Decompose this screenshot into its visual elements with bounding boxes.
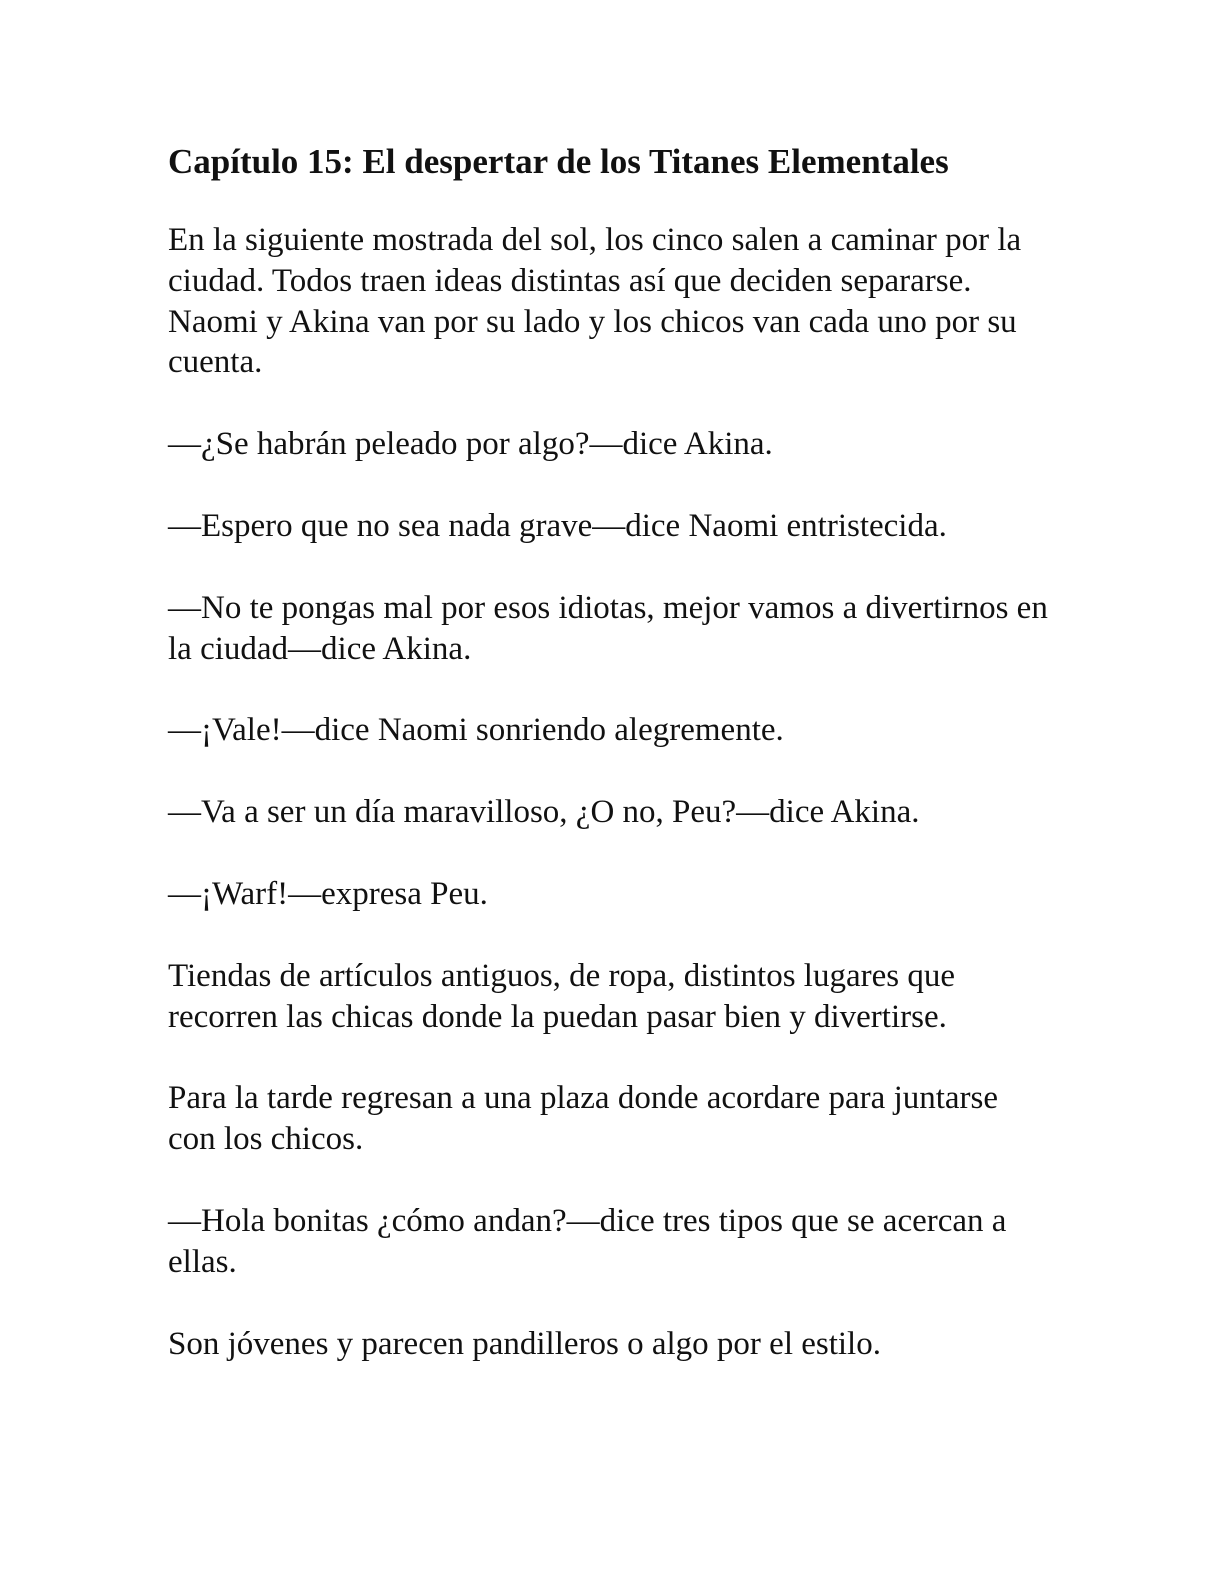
dialogue-line: —¡Warf!—expresa Peu. (168, 875, 488, 912)
dialogue-line: —¿Se habrán peleado por algo?—dice Akina. (168, 426, 773, 463)
dialogue-line: —Espero que no sea nada grave—dice Naomi entristecida. (168, 507, 947, 544)
dialogue-line: —Hola bonitas ¿cómo andan?—dice tres tipos que se acercan a ellas. (168, 1202, 1007, 1280)
document-page (168, 138, 1048, 1405)
paragraph: Para la tarde regresan a una plaza donde acordare para juntarse con los chicos. (168, 1080, 999, 1158)
dialogue-line: —Va a ser un día maravilloso, ¿O no, Peu?—dice Akina. (168, 794, 920, 831)
chapter-title: Capítulo 15: El despertar de los Titanes Elementales (168, 142, 949, 181)
paragraph: En la siguiente mostrada del sol, los cinco salen a caminar por la ciudad. Todos traen ideas distintas así que deciden separarse. Naomi y Akina van por su lado y los chicos van cada uno por su cuenta. (168, 222, 1022, 381)
dialogue-line: —¡Vale!—dice Naomi sonriendo alegremente. (168, 712, 784, 749)
dialogue-line: —No te pongas mal por esos idiotas, mejor vamos a divertirnos en la ciudad—dice Akina. (168, 589, 1048, 667)
paragraph: Son jóvenes y parecen pandilleros o algo por el estilo. (168, 1325, 881, 1362)
paragraph: Tiendas de artículos antiguos, de ropa, distintos lugares que recorren las chicas donde la puedan pasar bien y divertirse. (168, 957, 955, 1035)
